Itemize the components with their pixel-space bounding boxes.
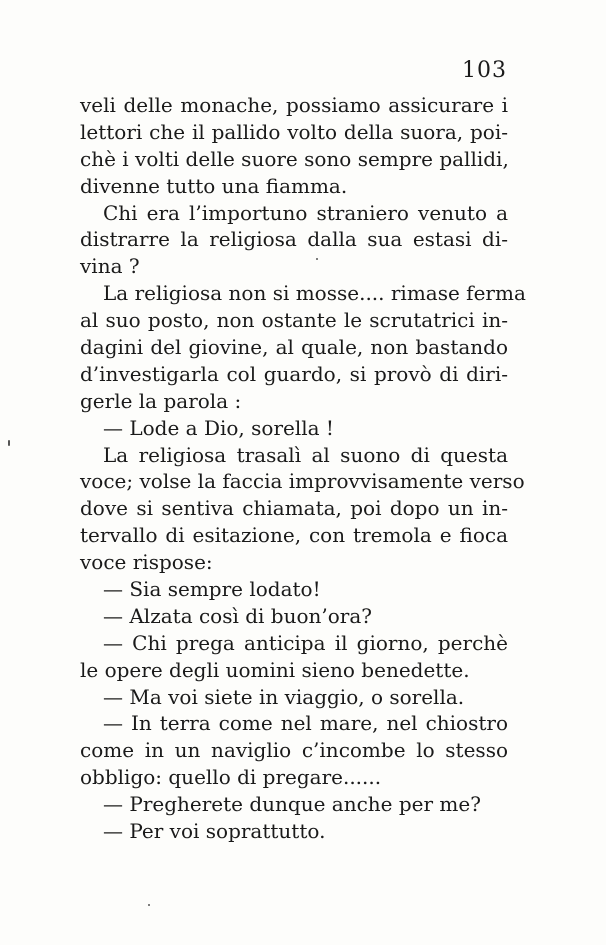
text-line: come in un naviglio c’incombe lo stesso — [80, 738, 508, 763]
text-line: La religiosa trasalì al suono di questa — [103, 442, 508, 467]
text-line: — Chi prega anticipa il giorno, perchè — [103, 630, 508, 655]
text-line: — Ma voi siete in viaggio, o sorella. — [103, 684, 465, 709]
text-line: voce rispose: — [80, 550, 213, 575]
page-number: 103 — [462, 58, 507, 83]
text-line: La religiosa non si mosse.... rimase ferma — [103, 281, 526, 306]
text-line: — Sia sempre lodato! — [103, 577, 321, 602]
text-line: dove si sentiva chiamata, poi dopo un in- — [80, 496, 508, 521]
text-line: vina ? — [80, 254, 140, 279]
text-line: lettori che il pallido volto della suora, poi- — [80, 119, 508, 144]
text-line: Chi era l’importuno straniero venuto a — [103, 200, 508, 225]
scan-speck — [316, 258, 318, 260]
text-line: — Pregherete dunque anche per me? — [103, 792, 481, 817]
body-text — [80, 92, 526, 845]
text-line: divenne tutto una fiamma. — [80, 173, 348, 198]
text-line: — In terra come nel mare, nel chiostro — [103, 711, 508, 736]
text-line: al suo posto, non ostante le scrutatrici in- — [80, 308, 508, 333]
text-line: voce; volse la faccia improvvisamente verso — [80, 469, 525, 494]
text-line: chè i volti delle suore sono sempre pallidi, — [80, 146, 509, 171]
text-line: le opere degli uomini sieno benedette. — [80, 657, 470, 682]
text-line: d’investigarla col guardo, si provò di diri- — [80, 361, 508, 386]
text-line: — Alzata così di buon’ora? — [103, 603, 373, 628]
text-line: — Per voi soprattutto. — [103, 819, 326, 844]
text-line: distrarre la religiosa dalla sua estasi di- — [80, 227, 508, 252]
text-line: dagini del giovine, al quale, non bastando — [80, 335, 508, 360]
text-line: gerle la parola : — [80, 388, 242, 413]
text-line: — Lode a Dio, sorella ! — [103, 415, 334, 440]
scan-speck — [8, 440, 10, 446]
scan-speck — [148, 904, 150, 906]
text-line: tervallo di esitazione, con tremola e fioca — [80, 523, 508, 548]
text-line: obbligo: quello di pregare...... — [80, 765, 382, 790]
text-line: veli delle monache, possiamo assicurare i — [80, 93, 508, 117]
